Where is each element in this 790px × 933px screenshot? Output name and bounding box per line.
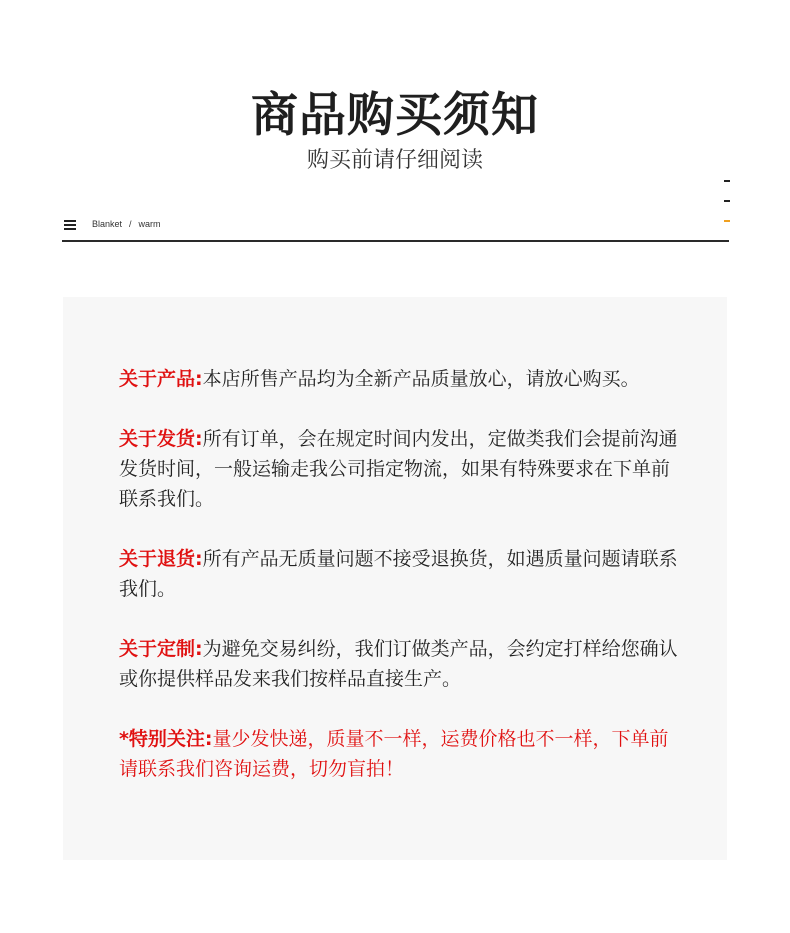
notice-product	[119, 364, 679, 394]
notice-text: 为避免交易纠纷，我们订做类产品，会约定打样给您确认或你提供样品发来我们按样品直接生产。	[119, 638, 678, 690]
notice-text: 量少发快递，质量不一样，运费价格也不一样，下单前请联系我们咨询运费，切勿盲拍！	[119, 728, 669, 780]
side-mark	[724, 180, 730, 182]
side-mark	[724, 200, 730, 202]
notice-label: 关于定制:	[119, 638, 203, 660]
page-subtitle: 购买前请仔细阅读	[306, 148, 483, 173]
breadcrumb-item-warm[interactable]: warm	[138, 219, 161, 229]
notice-panel	[63, 297, 727, 860]
notice-shipping	[119, 424, 679, 514]
notice-returns	[119, 544, 679, 604]
notice-label: *特别关注:	[119, 728, 213, 750]
notice-special	[119, 724, 679, 784]
breadcrumb-separator: /	[129, 219, 132, 229]
notice-text: 所有产品无质量问题不接受退换货，如遇质量问题请联系我们。	[119, 548, 678, 600]
breadcrumb	[92, 217, 161, 231]
notice-label: 关于发货:	[119, 428, 203, 450]
nav-bar	[62, 210, 729, 242]
notice-label: 关于产品:	[119, 368, 203, 390]
notice-text: 本店所售产品均为全新产品质量放心，请放心购买。	[202, 368, 640, 390]
page-title: 商品购买须知	[251, 88, 539, 143]
breadcrumb-item-blanket[interactable]: Blanket	[92, 219, 123, 229]
notice-label: 关于退货:	[119, 548, 203, 570]
menu-icon[interactable]	[64, 220, 76, 230]
notice-text: 所有订单，会在规定时间内发出，定做类我们会提前沟通发货时间，一般运输走我公司指定物流，如果有特殊要求在下单前联系我们。	[119, 428, 678, 510]
notice-custom	[119, 634, 679, 694]
